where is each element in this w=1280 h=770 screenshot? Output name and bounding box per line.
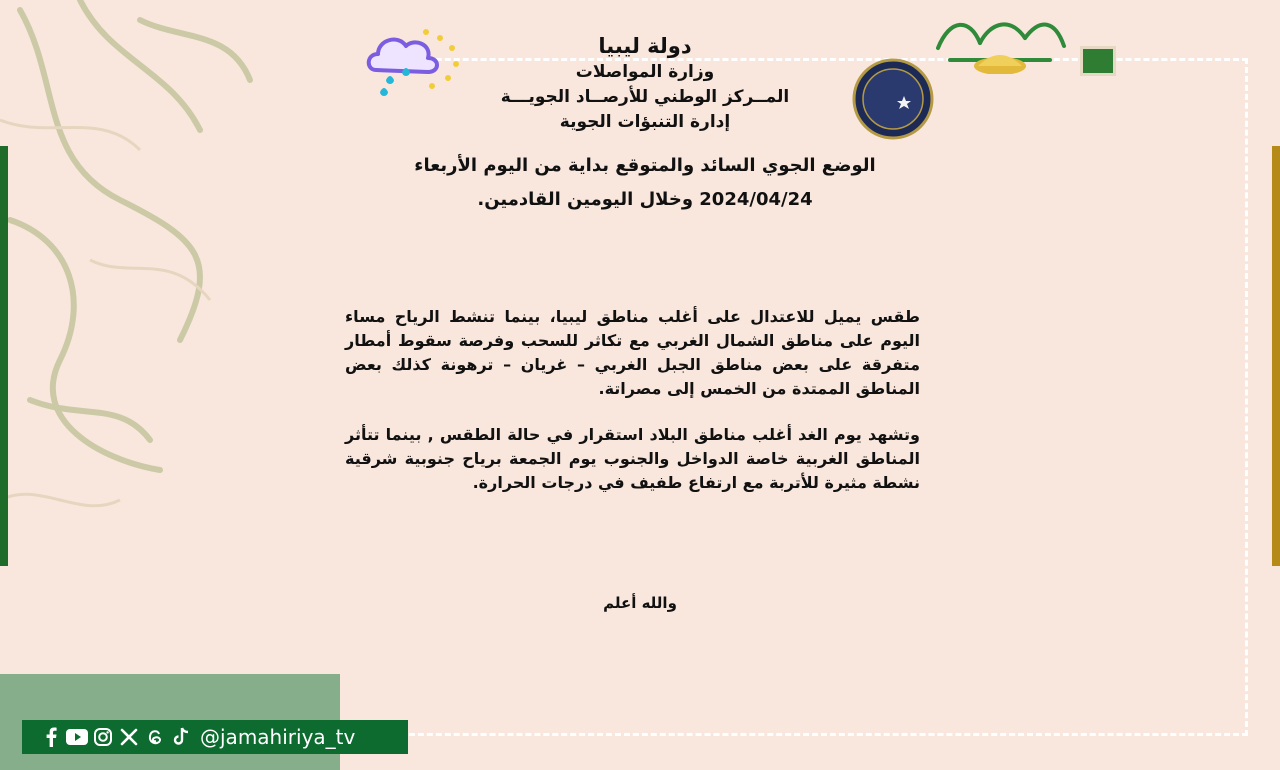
threads-icon — [144, 726, 166, 748]
facebook-icon — [40, 726, 62, 748]
brand-square — [1080, 46, 1116, 76]
bulletin-headline — [400, 149, 890, 217]
state-name: دولة ليبيا — [598, 34, 692, 58]
forecast-paragraph-1: طقس يميل للاعتدال على أغلب مناطق ليبيا، بينما تنشط الرياح مساء اليوم على مناطق الشمال الغربي مع تكاثر للسحب وفرصة سقوط أمطار متفرقة على بعض مناطق الجبل الغربي – غريان – ترهونة كذلك بعض المناطق الممتدة من الخمس إلى مصراتة. — [345, 307, 920, 398]
ministry-name: وزارة المواصلات — [575, 62, 715, 82]
channel-logo — [930, 8, 1070, 74]
forecast-body — [345, 305, 920, 517]
right-accent-bar — [1272, 146, 1280, 566]
left-accent-bar — [0, 146, 8, 566]
department-name: إدارة التنبؤات الجوية — [559, 112, 731, 132]
headline-line-1: الوضع الجوي السائد والمتوقع بداية من اليوم الأربعاء — [414, 155, 876, 176]
youtube-icon — [66, 726, 88, 748]
social-bar — [22, 720, 408, 754]
x-icon — [118, 726, 140, 748]
headline-line-2: 2024/04/24 وخلال اليومين القادمين. — [477, 189, 813, 210]
tiktok-icon — [170, 726, 192, 748]
center-name: المــركز الوطني للأرصــاد الجويـــة — [500, 87, 790, 107]
social-handle: @jamahiriya_tv — [200, 725, 356, 749]
bulletin-header — [400, 34, 890, 217]
forecast-paragraph-2: وتشهد يوم الغد أغلب مناطق البلاد استقرار في حالة الطقس , بينما تتأثر المناطق الغربية خاصة الدواخل والجنوب يوم الجمعة برياح جنوبية شرقية نشطة مثيرة للأتربة مع ارتفاع طفيف في درجات الحرارة. — [345, 425, 920, 492]
closing-phrase: والله أعلم — [603, 594, 677, 612]
decorative-ornament — [0, 0, 270, 560]
instagram-icon — [92, 726, 114, 748]
